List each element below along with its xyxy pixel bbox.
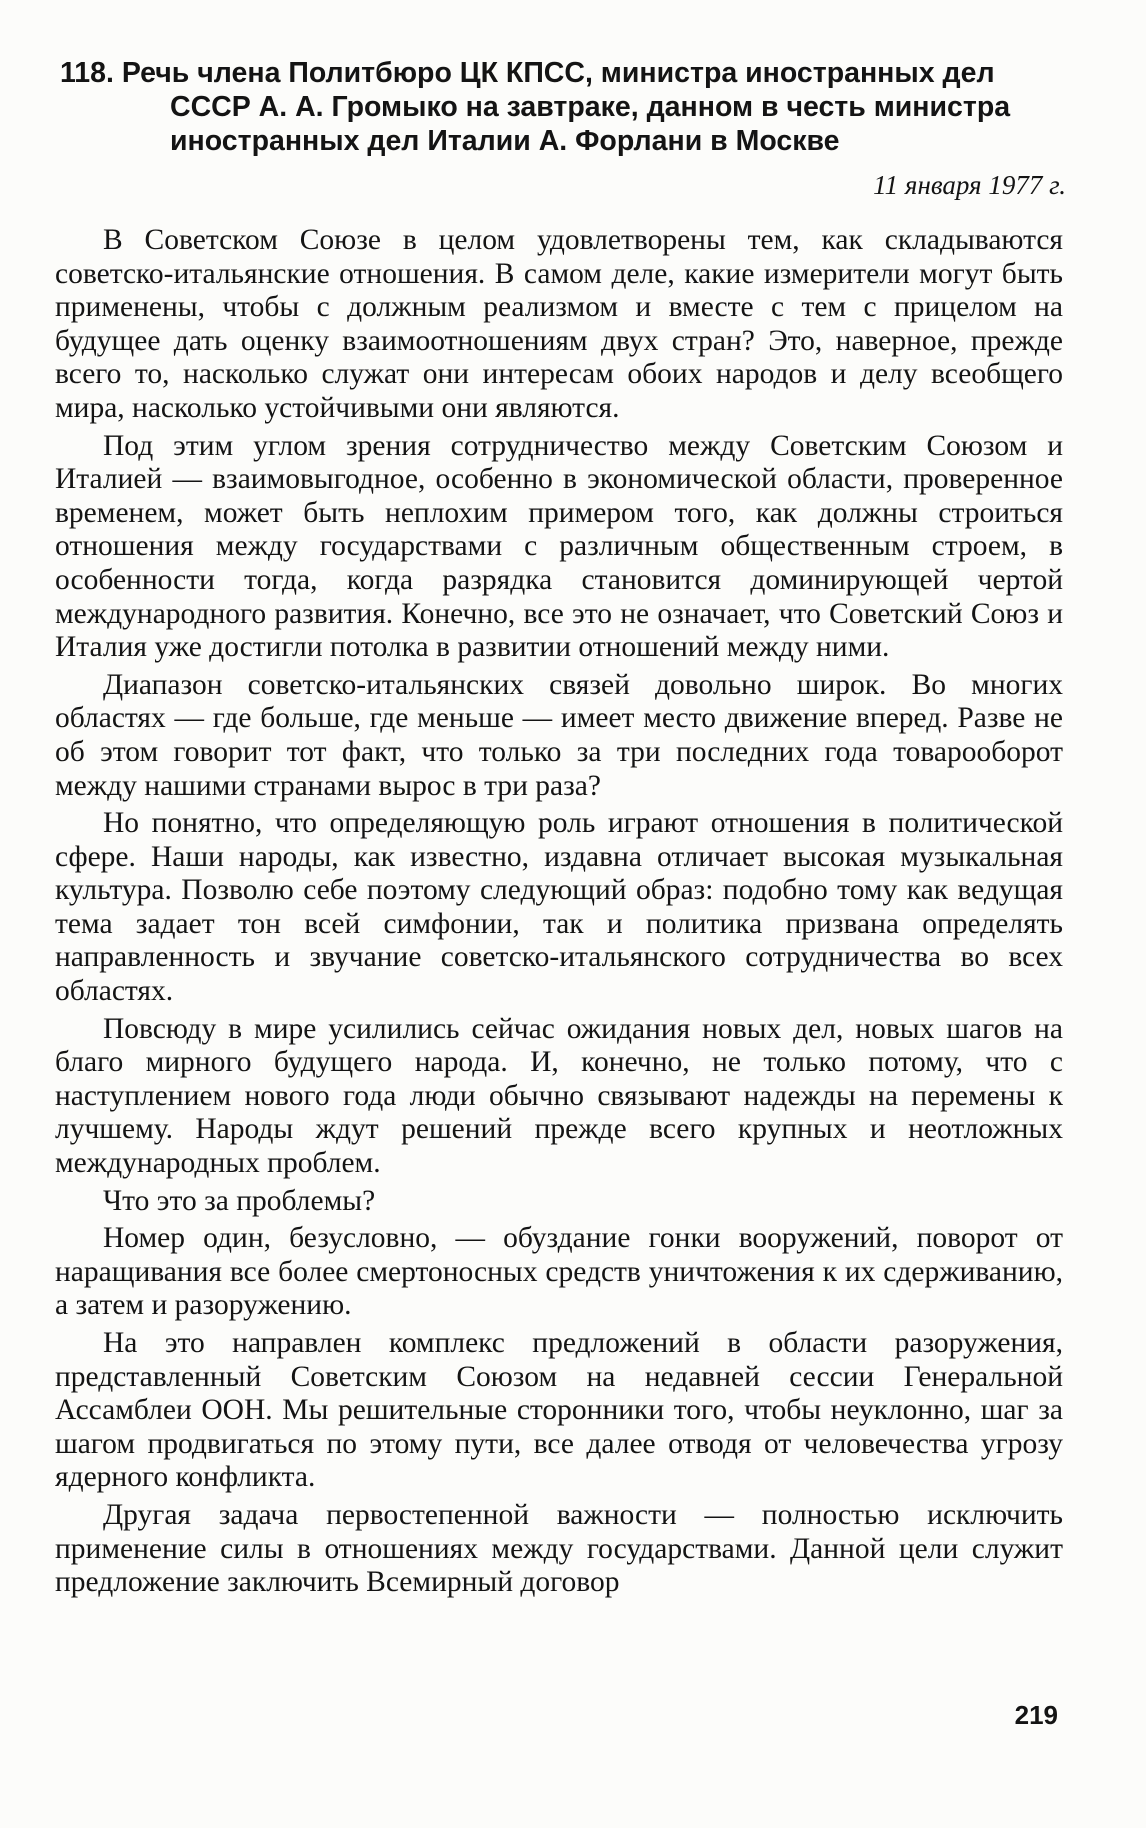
page-number: 219 [1014, 1700, 1058, 1730]
paragraph: Что это за проблемы? [103, 1184, 376, 1217]
heading-line: 118. Речь члена Политбюро ЦК КПСС, министра иностранных дел [60, 57, 995, 89]
paragraph: Но понятно, что определяющую роль играют отношения в политической сфере. Наши народы, как известно, издавна отличает высокая музыкальная культура. Позволю себе поэтому следующий образ: подобно тому как ведущая тема задает тон всей симфонии, так и политика призвана определять направленность и звучание советско-итальянского сотрудничества во всех областях. [55, 807, 1063, 1008]
body-text [55, 224, 1063, 1604]
paragraph: Повсюду в мире усилились сейчас ожидания новых дел, новых шагов на благо мирного будущего народа. И, конечно, не только потому, что с наступлением нового года люди обычно связывают надежды на перемены к лучшему. Народы ждут решений прежде всего крупных и неотложных международных проблем. [55, 1012, 1063, 1180]
dateline: 11 января 1977 г. [873, 170, 1066, 200]
paragraph: На это направлен комплекс предложений в области разоружения, представленный Советским Союзом на недавней сессии Генеральной Ассамблеи ООН. Мы решительные сторонники того, чтобы неуклонно, шаг за шагом продвигаться по этому пути, все далее отводя от человечества угрозу ядерного конфликта. [55, 1327, 1063, 1494]
paragraph: Другая задача первостепенной важности — полностью исключить применение силы в отношениях между государствами. Данной цели служит предложение заключить Всемирный договор [55, 1498, 1063, 1599]
heading-line: СССР А. А. Громыко на завтраке, данном в честь министра [170, 91, 1011, 123]
document-heading [60, 56, 1070, 158]
heading-line: иностранных дел Италии А. Форлани в Москве [170, 125, 840, 157]
paragraph: Под этим углом зрения сотрудничество между Советским Союзом и Италией — взаимовыгодное, особенно в экономической области, проверенное временем, может быть неплохим примером того, как должны строиться отношения между государствами с различным общественным строем, в особенности тогда, когда разрядка становится доминирующей чертой международного развития. Конечно, все это не означает, что Советский Союз и Италия уже достигли потолка в развитии отношений между ними. [55, 429, 1063, 664]
paragraph: Номер один, безусловно, — обуздание гонки вооружений, поворот от наращивания все более смертоносных средств уничтожения к их сдерживанию, а затем и разоружению. [55, 1222, 1063, 1322]
paragraph: В Советском Союзе в целом удовлетворены тем, как складываются советско-итальянские отношения. В самом деле, какие измерители могут быть применены, чтобы с должным реализмом и вместе с тем с прицелом на будущее дать оценку взаимоотношениям двух стран? Это, наверное, прежде всего то, насколько служат они интересам обоих народов и делу всеобщего мира, насколько устойчивыми они являются. [55, 224, 1063, 424]
paragraph: Диапазон советско-итальянских связей довольно широк. Во многих областях — где больше, где меньше — имеет место движение вперед. Разве не об этом говорит тот факт, что только за три последних года товарооборот между нашими странами вырос в три раза? [55, 668, 1063, 802]
